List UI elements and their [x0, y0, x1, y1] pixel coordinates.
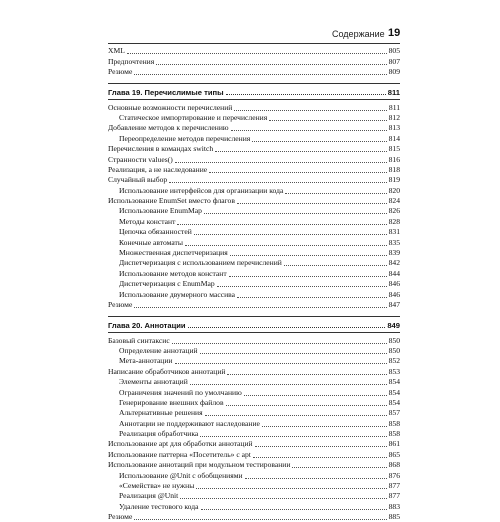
toc-entry-title: Странности values(): [108, 154, 173, 164]
dot-leader: [217, 285, 387, 287]
dot-leader: [204, 212, 387, 214]
dot-leader: [245, 477, 387, 479]
toc-entry-page: 861: [388, 439, 400, 449]
dot-leader: [185, 244, 387, 246]
toc-entry: [108, 460, 400, 470]
toc-entry: [108, 335, 400, 345]
toc-entry-page: 805: [388, 46, 400, 56]
toc-entry-title: Использование двумерного массива: [119, 289, 235, 299]
chapter-title: Глава 20. Аннотации: [108, 321, 186, 331]
toc-entry: [108, 449, 400, 459]
toc-entry-title: Элементы аннотаций: [119, 377, 188, 387]
dot-leader: [231, 129, 387, 131]
toc-entry-page: 854: [388, 377, 400, 387]
toc-entry-page: 831: [388, 227, 400, 237]
toc-entry: [108, 123, 400, 133]
toc-entry: [108, 356, 400, 366]
toc-entry: [108, 102, 400, 112]
dot-leader: [234, 109, 387, 111]
dot-leader: [255, 445, 387, 447]
dot-leader: [262, 425, 387, 427]
toc-entry-title: «Семейства» не нужны: [119, 481, 195, 491]
toc-entry-page: 865: [388, 449, 400, 459]
toc-entry-title: Использование методов констант: [119, 268, 227, 278]
dot-leader: [127, 52, 387, 54]
toc-entry-title: Реализация, а не наследование: [108, 164, 208, 174]
toc-entry-page: 835: [388, 237, 400, 247]
toc-entry-page: 885: [388, 512, 400, 522]
toc-entry-list: [108, 335, 400, 522]
toc-entry-title: Использование паттерна «Посетитель» с apt: [108, 449, 251, 459]
toc-entry-page: 877: [388, 481, 400, 491]
dot-leader: [244, 394, 387, 396]
toc-entry: [108, 501, 400, 511]
toc-entry-page: 876: [388, 470, 400, 480]
toc-entry-page: 816: [388, 154, 400, 164]
toc-entry-page: 877: [388, 491, 400, 501]
toc-entry-list: [108, 102, 400, 310]
dot-leader: [253, 456, 387, 458]
dot-leader: [188, 326, 386, 328]
chapter-page: 811: [387, 88, 400, 98]
toc-entry-title: Диспетчеризация с использованием перечислений: [119, 258, 282, 268]
dot-leader: [205, 414, 387, 416]
dot-leader: [209, 171, 386, 173]
toc-entry: [108, 346, 400, 356]
toc-entry-title: Добавление методов к перечислению: [108, 123, 229, 133]
running-head-title: Содержание: [332, 29, 385, 39]
chapter-rule-bottom: [108, 332, 400, 333]
toc-entry: [108, 439, 400, 449]
toc-entry: [108, 512, 400, 522]
toc-entry-title: Основные возможности перечислений: [108, 102, 233, 112]
dot-leader: [175, 362, 387, 364]
toc-entry-page: 820: [388, 185, 400, 195]
toc-entry-title: Использование EnumSet вместо флагов: [108, 196, 235, 206]
chapter-page: 849: [387, 321, 400, 331]
toc-entry: [108, 227, 400, 237]
toc-entry-page: 818: [388, 164, 400, 174]
toc-entry-page: 815: [388, 144, 400, 154]
toc-entry-page: 813: [388, 123, 400, 133]
toc-entry: [108, 366, 400, 376]
toc-entry-page: 850: [388, 335, 400, 345]
toc-entry: [108, 216, 400, 226]
toc-entry-title: Статическое импортирование и перечисления: [119, 112, 268, 122]
toc-entry-page: 868: [388, 460, 400, 470]
toc-entry-page: 814: [388, 133, 400, 143]
toc-entry: [108, 418, 400, 428]
toc-entry: [108, 300, 400, 310]
toc-entry-page: 854: [388, 397, 400, 407]
toc-entry: [108, 387, 400, 397]
toc-entry-page: 844: [388, 268, 400, 278]
toc-entry-page: 839: [388, 248, 400, 258]
toc-entry-page: 858: [388, 418, 400, 428]
toc-entry: [108, 185, 400, 195]
toc-entry: [108, 289, 400, 299]
toc-entry-page: 883: [388, 501, 400, 511]
toc-entry-page: 811: [388, 102, 400, 112]
toc-entry-page: 846: [388, 289, 400, 299]
toc-entry-title: Использование интерфейсов для организации кода: [119, 185, 284, 195]
toc-entry: [108, 470, 400, 480]
toc-entry-title: Цепочка обязанностей: [119, 227, 192, 237]
dot-leader: [237, 202, 387, 204]
header-rule: [108, 43, 400, 44]
toc-entry-title: Удаление тестового кода: [119, 501, 199, 511]
toc-entry: [108, 196, 400, 206]
toc-entry-title: Генерирование внешних файлов: [119, 397, 224, 407]
dot-leader: [229, 275, 387, 277]
toc-entry-title: Реализация @Unit: [119, 491, 179, 501]
chapter-rule-top: [108, 83, 400, 84]
toc-entry-title: Переопределение методов перечисления: [119, 133, 251, 143]
toc-entry-title: Ограничения значений по умолчанию: [119, 387, 242, 397]
toc-entry-title: Предпочтения: [108, 56, 155, 66]
dot-leader: [180, 497, 386, 499]
toc-entry: [108, 113, 400, 123]
toc-entry-title: XML: [108, 46, 125, 56]
toc-entry-title: Резюме: [108, 67, 133, 77]
toc-entry: [108, 258, 400, 268]
toc-entry-page: 858: [388, 429, 400, 439]
toc-entry-title: Аннотации не поддерживают наследование: [119, 418, 260, 428]
toc-entry: [108, 165, 400, 175]
dot-leader: [175, 161, 387, 163]
dot-leader: [200, 352, 387, 354]
dot-leader: [169, 181, 386, 183]
dot-leader: [227, 373, 386, 375]
dot-leader: [292, 466, 386, 468]
toc-entry: [108, 46, 400, 56]
toc-entry-title: Множественная диспетчеризация: [119, 248, 228, 258]
toc-entry-page: 807: [388, 56, 400, 66]
toc-entry: [108, 154, 400, 164]
toc-entry-page: 828: [388, 216, 400, 226]
toc-entry: [108, 398, 400, 408]
chapter-title: Глава 19. Перечислимые типы: [108, 88, 224, 98]
toc-entry-page: 847: [388, 300, 400, 309]
dot-leader: [230, 254, 387, 256]
toc-entry-page: 857: [388, 408, 400, 418]
toc-entry-title: Мета-аннотации: [119, 356, 173, 366]
toc-entry-page: 842: [388, 258, 400, 268]
dot-leader: [201, 508, 387, 510]
chapter-rule-top: [108, 316, 400, 317]
toc-entry: [108, 429, 400, 439]
dot-leader: [215, 150, 386, 152]
toc-entry: [108, 268, 400, 278]
dot-leader: [285, 192, 386, 194]
toc-entry-page: 852: [388, 356, 400, 366]
toc-entry-title: Перечисления в командах switch: [108, 144, 214, 154]
dot-leader: [194, 233, 387, 235]
toc-entry-title: Диспетчеризация с EnumMap: [119, 279, 215, 289]
dot-leader: [252, 140, 386, 142]
toc-entry-title: Определение аннотаций: [119, 345, 198, 355]
dot-leader: [200, 435, 386, 437]
toc-entry-page: 846: [388, 279, 400, 289]
chapter-rule-bottom: [108, 99, 400, 100]
toc-entry-title: Конечные автоматы: [119, 237, 183, 247]
toc-entry-page: 809: [388, 67, 400, 77]
toc-entry-title: Методы констант: [119, 216, 176, 226]
dot-leader: [226, 93, 386, 95]
toc-entry-page: 824: [388, 196, 400, 206]
toc-entry-page: 850: [388, 345, 400, 355]
dot-leader: [134, 73, 386, 75]
toc-entry-title: Базовый синтаксис: [108, 335, 170, 345]
toc-entry: [108, 67, 400, 77]
toc-entry: [108, 408, 400, 418]
toc-entry-title: Резюме: [108, 300, 133, 309]
toc-entry: [108, 144, 400, 154]
toc-entry-title: Случайный выбор: [108, 175, 168, 185]
dot-leader: [196, 487, 386, 489]
toc-entry-title: Использование @Unit с обобщениями: [119, 470, 243, 480]
dot-leader: [156, 63, 386, 65]
toc-entry-title: Использование аннотаций при модульном тестировании: [108, 460, 291, 470]
toc-entry: [108, 175, 400, 185]
toc-entry: [108, 206, 400, 216]
dot-leader: [284, 264, 387, 266]
toc-entry: [108, 377, 400, 387]
toc-entry-page: 812: [388, 112, 400, 122]
dot-leader: [226, 404, 387, 406]
toc-entry: [108, 248, 400, 258]
dot-leader: [269, 119, 386, 121]
dot-leader: [190, 383, 387, 385]
toc-entry-page: 819: [388, 175, 400, 185]
toc-entry-page: 853: [388, 366, 400, 376]
toc-entry: [108, 56, 400, 66]
chapter-heading: [108, 85, 400, 97]
dot-leader: [237, 296, 387, 298]
chapter-heading: [108, 318, 400, 330]
toc-entry-page: 854: [388, 387, 400, 397]
toc-entry: [108, 481, 400, 491]
dot-leader: [177, 223, 386, 225]
page-number: 19: [388, 27, 401, 39]
toc-entry-title: Использование EnumMap: [119, 206, 202, 216]
dot-leader: [134, 306, 386, 308]
toc-entry: [108, 279, 400, 289]
dot-leader: [172, 342, 387, 344]
toc-entry-title: Реализация обработчика: [119, 429, 199, 439]
toc-entry: [108, 133, 400, 143]
toc-entry-page: 826: [388, 206, 400, 216]
dot-leader: [134, 518, 386, 520]
toc-entry-title: Использование apt для обработки аннотаций: [108, 439, 253, 449]
toc-entry-title: Написание обработчиков аннотаций: [108, 366, 226, 376]
toc-entry: [108, 237, 400, 247]
toc-entry-title: Альтернативные решения: [119, 408, 203, 418]
toc-entry-title: Резюме: [108, 512, 133, 522]
toc-entry-list: [108, 46, 400, 77]
